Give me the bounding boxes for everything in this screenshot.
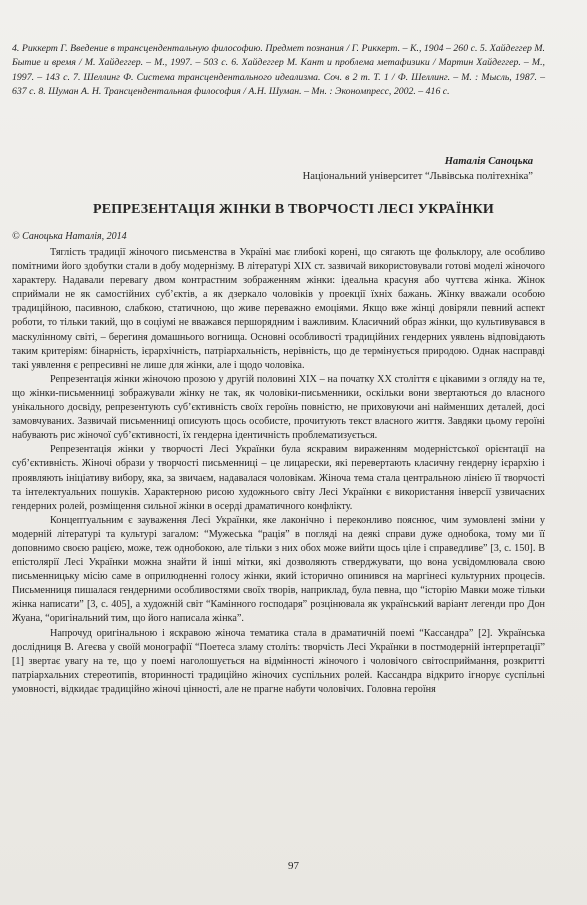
paragraph: Репрезентація жінки у творчості Лесі Українки була яскравим вираженням модерністської орієнтації на суб’єктивність. Жіночі образи у творчості письменниці – це лицарески, які перевертають класичну гендерну ієрархію і проявляють ініціативу вибору, яка, за звичаєм, надавалася чоловікам. Жіноча тема стала центральною лінією її творчості та інтелектуальних пошуків. Характерною рисою художнього світу Лесі Українки є використання інверсії узвичаєних гендерних ролей, розміщення сильної жінки в осерді драматичного конфлікту. <box>12 444 545 512</box>
references-block: 4. Риккерт Г. Введение в трансцендентальную философию. Предмет познания / Г. Риккерт. – К., 1904 – 260 с. 5. Хайдеггер М. Бытие и время / М. Хайдеггер. – М., 1997. – 503 с. 6. Хайдеггер М. Кант и проблема метафизики / Мартин Хайдеггер. – М., 1997. – 143 с. 7. Шеллинг Ф. Система трансцендентального идеализма. Соч. в 2 т. Т. 1 / Ф. Шеллинг. – М. : Мысль, 1987. – 637 с. 8. Шуман А. Н. Трансцендентальная философия / А.Н. Шуман. – Мн. : Экономпресс, 2002. – 416 с. <box>12 43 545 97</box>
author-name: Наталія Саноцька <box>444 156 533 167</box>
article-title: РЕПРЕЗЕНТАЦІЯ ЖІНКИ В ТВОРЧОСТІ ЛЕСІ УКРАЇНКИ <box>92 202 495 217</box>
author-block <box>213 154 533 184</box>
paragraph: Репрезентація жінки жіночою прозою у другій половині XIX – на початку XX століття є цікавими з огляду на те, що жінки-письменниці зображували жінку не так, як чоловіки-письменники, оскільки вони звертаються до власного унікального досвіду, репрезентують суб’єктивність своїх героїнь повністю, не приховуючи ані найменших деталей, досі замовчуваних. Зазвичай письменниці описують щось особисте, прочитують текст власного життя. Завдяки цьому героїні набувають рис жіночої суб’єктивності, їх гендерна ідентичність проблематизується. <box>12 373 545 442</box>
article-body <box>12 246 545 697</box>
paragraph: Тяглість традиції жіночого письменства в Україні має глибокі корені, що сягають ще фольклору, але особливо помітними його здобутки стали в добу модернізму. В літературі XIX ст. зазвичай використовували готові моделі жіночого характеру. Надавали перевагу двом контрастним зображенням жінки: ідеальна красуня або чуттєва жінка. Жінок сприймали не як самостійних суб’єктів, а як дзеркало чоловіків у проекції їхніх бажань. Жінку вважали особою традиційною, пасивною, слабкою, статичною, що живе переважно емоціями. Якщо вже жінці довіряли певний аспект роботи, то тільки такий, що в соціумі не вважався першорядним і важливим. Класичний образ жінки, що культивувався в маскулінному світі, – берегиня домашнього вогнища. Основні особливості традиційних гендерних уявлень відповідають таким критеріям: бінарність, ієрархічність, патріархальність, нерівність, що де термінується природою. Однак насправді такі уявлення є репресивні не лише для жінки, але і щодо чоловіка. <box>12 247 545 371</box>
page-number: 97 <box>288 860 299 872</box>
author-affiliation: Національний університет “Львівська політехніка” <box>302 171 533 182</box>
copyright-line: © Саноцька Наталія, 2014 <box>12 231 127 242</box>
paragraph: Напрочуд оригінальною і яскравою жіноча тематика стала в драматичній поемі “Кассандра” [2]. Українська дослідниця В. Агеєва у своїй монографії “Поетеса зламу століть: творчість Лесі Українки в постмодерній інтерпретації” [1] звертає увагу на те, що у поемі наголошується на відмінності жіночого і чоловічого світосприймання, розкритті патріархальних стереотипів, вторинності традиційно жіночих суспільних ролей. Кассандра відкрито ігнорує суспільні умовності, відкидає традиційно жіночі цінності, але не прагне набути чоловічих. Головна героїня <box>12 627 545 695</box>
paragraph: Концептуальним є зауваження Лесі Українки, яке лаконічно і переконливо пояснює, чим зумовлені зміни у модерній літературі та культурі загалом: “Мужеська “рація” в погляді на деякі справи дуже однобока, тому ми її доповнимо своєю рацією, може, теж однобокою, але тільки з них обох може вийти щось ціле і справедливе” [3, с. 150]. В епістолярії Лесі Українки можна знайти й інші мітки, які дозволяють стверджувати, що вона усвідомлювала свою письменницьку місію саме в оприлюдненні голосу жінки, який історично опинився на маргінесі культурних процесів. Письменниця пишалася гендерними особливостями своїх творів, наприклад, була певна, що “історію Мавки може тільки жінка написати” [3, с. 405], а художній світ “Камінного господаря” розцінювала як український варіант легенди про Дон Жуана, “оригінальний тим, що його написала жінка”. <box>12 514 545 625</box>
